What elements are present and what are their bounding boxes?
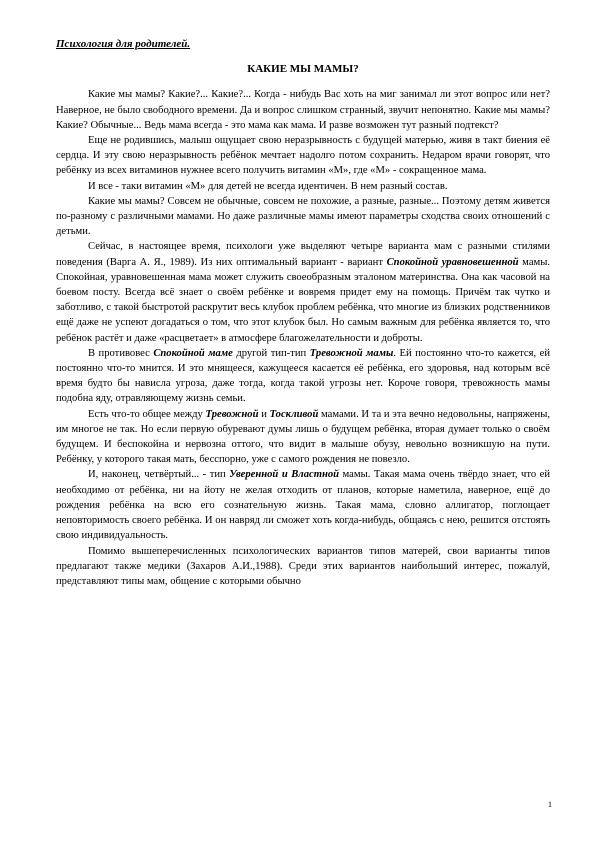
document-body	[56, 87, 550, 589]
emphasized-text: Тревожной	[205, 408, 259, 420]
paragraph	[56, 87, 550, 133]
paragraph	[56, 239, 550, 345]
emphasized-text: Спокойной маме	[153, 347, 233, 359]
text-run: Есть что-то общее между	[88, 408, 206, 420]
paragraph	[56, 544, 550, 590]
paragraph	[56, 133, 550, 179]
paragraph	[56, 467, 550, 543]
document-title: КАКИЕ МЫ МАМЫ?	[247, 63, 359, 76]
text-run: В противовес	[88, 347, 154, 359]
text-run: И все - таки витамин «М» для детей не всегда идентичен. В нем разный состав.	[88, 180, 448, 192]
paragraph	[56, 346, 550, 407]
document-header: Психология для родителей.	[56, 38, 191, 50]
page-number: 1	[548, 800, 552, 809]
text-run: . Ей постоянно что-то кажется, ей постоянно что-то мнится. И это мнящееся, кажущееся касается её ребёнка, его здоровья, над которым всё время будто бы нависла угроза, даже тогда, когда такой угрозы нет. Короче говоря, тревожность мамы подобна яду, отравляющему жизнь семьи.	[56, 347, 550, 405]
text-run: мамы. Такая мама очень твёрдо знает, что ей необходимо от ребёнка, ни на йоту не желая отходить от планов, которые наметила, наверное, ещё до рождения ребёнка на всю его сознательную жизнь. Такая мама, словно аллигатор, поглощает неповторимость своего ребёнка. И он навряд ли сможет хоть когда-нибудь, общаясь с нею, решится отстоять свою индивидуальность.	[56, 469, 550, 542]
text-run: мамы. Спокойная, уравновешенная мама может служить своеобразным эталоном материнства. Она как часовой на боевом посту. Всегда всё знает о своём ребёнке и вовремя придет ему на помощь. Причём так чутко и заботливо, с такой быстротой раскрутит весь клубок проблем ребёнка, что многие из близких родственников ещё даже не успеют догадаться о том, что этот клубок был. Но самым важным для ребёнка является то, что ребёнок растёт и даже «расцветает» в атмосфере благожелательности и доброты.	[56, 256, 550, 344]
text-run: мамами. И та и эта вечно недовольны, напряжены, им многое не так. Но если первую обуревают думы лишь о будущем ребёнка, вторая думает только о своём будущем. И беспокойна и нервозна оттого, что видит в малыше обузу, невольно возникшую на пути. Ребёнку, у которого такая мать, бесспорно, уже с самого рождения не повезло.	[56, 408, 550, 466]
emphasized-text: Спокойной уравновешенной	[386, 256, 519, 268]
text-run: Какие мы мамы? Совсем не обычные, совсем не похожие, а разные, разные... Поэтому детям живется по-разному с различными мамами. Но даже различные мамы имеют параметры сходства своих отношений с детьми.	[56, 195, 550, 238]
paragraph	[56, 194, 550, 240]
text-run: Еще не родившись, малыш ощущает свою неразрывность с будущей матерью, живя в такт биения её сердца. И эту свою неразрывность ребёнок мечтает надолго потом сохранить. Недаром врачи говорят, что ребёнку из всех витаминов нужнее всего получить витамин «М», где «М» - сокращенное мама.	[56, 135, 550, 177]
text-run: Сейчас, в настоящее время, психологи уже выделяют четыре варианта мам с разными стилями поведения (Варга А. Я., 1989). Из них оптимальный вариант - вариант	[56, 241, 550, 268]
text-run: другой тип-тип	[232, 347, 310, 359]
text-run: Помимо вышеперечисленных психологических вариантов типов матерей, свои варианты типов предлагают также медики (Захаров А.И.,1988). Среди этих вариантов наибольший интерес, пожалуй, представляют типы мам, общение с которыми обычно	[56, 545, 550, 587]
emphasized-text: Тоскливой	[269, 408, 319, 420]
text-run: И, наконец, четвёртый... - тип	[88, 469, 230, 481]
text-run: Какие мы мамы? Какие?... Какие?... Когда - нибудь Вас хоть на миг занимал ли этот вопрос или нет? Наверное, не было свободного времени. Да и вопрос слишком странный, звучит непонятно. Какие мы мамы? Какие? Обычные... Ведь мама всегда - это мама как мама. И разве возможен тут разный подтекст?	[56, 89, 550, 131]
emphasized-text: Тревожной мамы	[309, 347, 394, 359]
paragraph	[56, 179, 550, 194]
emphasized-text: Уверенной и Властной	[229, 469, 340, 481]
paragraph	[56, 407, 550, 468]
text-run: и	[258, 408, 270, 420]
